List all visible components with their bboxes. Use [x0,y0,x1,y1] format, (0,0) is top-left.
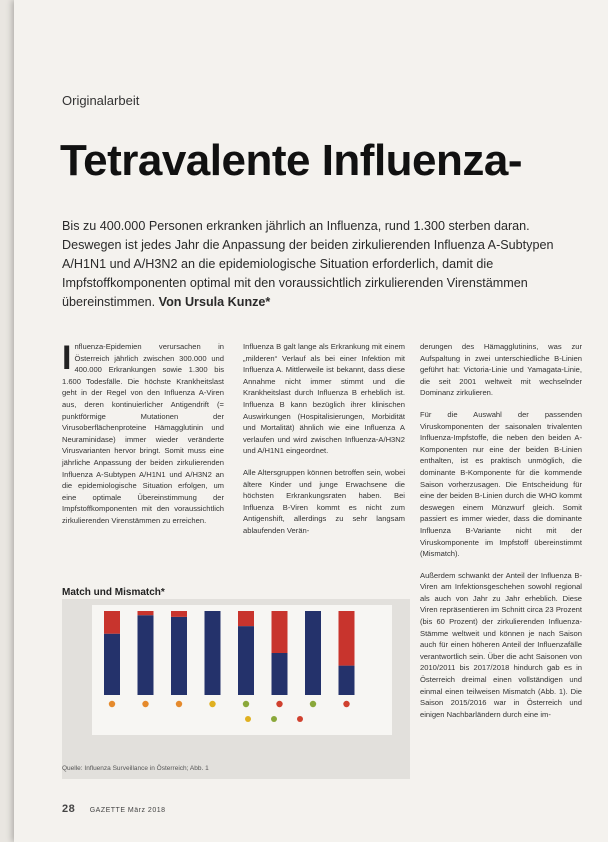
match-marker [310,701,316,707]
match-marker [209,701,215,707]
paragraph-text: nfluenza-Epidemien verursachen in Österreich jährlich zwischen 300.000 und 400.000 Erkrankungen sowie 1.300 bis 1.600 Todesfälle. Die höchste Krankheitslast geht in der Regel von den Influenza A-Viren aus, deren kontinuierlicher Antigendrift (= punktförmige Mutationen der Virusoberflächenproteine Hämagglutinin und Neuraminidase) immer wieder veränderte Virusvarianten hervor bringt. Somit muss eine jährliche Anpassung der beiden zirkulierenden Influenza A-Subtypen A/H1N1 und A/H3N2 an die epidemiologische Situation erfolgen, um eine optimale Übereinstimmung der Impfstoffkomponenten mit den voraussichtlich zirkulierenden Virenstämmen zu erreichen. [62,342,224,525]
bar-segment-b [104,611,120,634]
paragraph: Außerdem schwankt der Anteil der Influenza B-Viren am Infektionsgeschehen sowohl regional als auch von Jahr zu Jahr erheblich. Diese Viren repräsentieren im Schnitt circa 23 Prozent (bis 60 Prozent) der zirkulierenden Influenza-Stämme weltweit und können je nach Saison auch für einen höheren Anteil der Influenzafälle verantwortlich sein. Über die acht Saisonen von 2010/2011 bis 2017/2018 hindurch gab es in Österreich dreimal einen vollständigen und einmal einen teilweisen Mismatch (Abb. 1). Die Saison 2015/2016 war in Österreich und einigen Nachbarländern durch eine im- [420,570,582,719]
paragraph: Für die Auswahl der passenden Viruskomponenten der saisonalen trivalenten Influenza-Impfstoffe, die neben den beiden A-Komponenten nur eine der beiden B-Linien enthalten, ist es praktisch unmöglich, die dominante B-Komponente für die kommende Saison vorherzusagen. Die Entscheidung für eine der beiden B-Linien durch die WHO kommt deswegen einem Münzwurf gleich. Somit passiert es immer wieder, dass die dominante Influenza B-Variante nicht mit der Viruskomponente im Impfstoff übereinstimmt (Mismatch). [420,409,582,559]
match-marker [142,701,148,707]
page-footer [62,803,166,815]
legend-marker [245,716,251,722]
section-label: Originalarbeit [62,93,140,108]
match-marker [276,701,282,707]
bar-segment-a [238,626,254,695]
page-number: 28 [62,803,76,815]
magazine-page [14,0,608,842]
bar-segment-a [305,611,321,695]
lead-text: Bis zu 400.000 Personen erkranken jährlich an Influenza, rund 1.300 sterben daran. Deswegen ist jedes Jahr die Anpassung der beiden zirkulierenden Influenza A-Subtypen A/H1N1 und A/H3N2 an die epidemiologische Situation erforderlich, damit die Impfstoffkomponenten optimal mit den voraussichtlich zirkulierenden Virenstämmen übereinstimmen. [62,219,554,309]
text-column-1 [62,341,224,537]
legend-marker [297,716,303,722]
paragraph [62,341,224,527]
publication-name: GAZETTE März 2018 [89,807,166,814]
figure-title: Match und Mismatch* [62,587,165,598]
match-marker [109,701,115,707]
paragraph: derungen des Hämagglutinins, was zur Aufspaltung in zwei unterschiedliche B-Linien geführt hat: Victoria-Linie und Yamagata-Linie, die seit 2001 weltweit mit wechselnder Dominanz zirkulieren. [420,342,582,398]
figure-source: Quelle: Influenza Surveillance in Österreich; Abb. 1 [62,765,209,772]
match-marker [343,701,349,707]
chart-plot-area [92,605,392,735]
article-headline: Tetravalente Influenza- [60,136,523,185]
paragraph: Influenza B galt lange als Erkrankung mit einem „milderen“ Verlauf als bei einer Infektion mit Influenza A. Mittlerweile ist bekannt, dass diese Annahme nicht immer stimmt und die Krankheitslast durch Influenza B erheblich ist. Influenza B kann bezüglich ihrer klinischen Auswirkungen (Hospitalisierungen, Morbidität und Mortalität) ähnlich wie eine Influenza A verlaufen und wird zwischen Influenza-A/H3N2 und A/H1N1 eingeordnet. [243,342,405,456]
chart-figure [62,599,410,779]
match-marker [176,701,182,707]
dropcap: I [62,339,72,377]
text-column-2 [243,341,405,547]
bar-segment-a [339,666,355,695]
bar-segment-a [205,611,221,695]
match-mismatch-chart [62,599,410,759]
match-marker [243,701,249,707]
paragraph: Alle Altersgruppen können betroffen sein, wobei ältere Kinder und junge Erwachsene die höchsten Erkrankungsraten haben. Bei Influenza B-Viren kommt es nicht zum Antigenshift, allerdings zu sehr langsam ablaufenden Verän- [243,467,405,535]
bar-segment-a [171,617,187,695]
legend-marker [271,716,277,722]
author-byline: Von Ursula Kunze* [158,295,271,309]
bar-segment-b [138,611,154,615]
bar-segment-b [339,611,355,666]
bar-segment-a [104,634,120,695]
bar-segment-a [272,653,288,695]
article-lead [62,217,582,312]
bar-segment-b [238,611,254,626]
text-column-3 [420,341,582,730]
bar-segment-a [138,615,154,695]
bar-segment-b [272,611,288,653]
bar-segment-b [171,611,187,617]
